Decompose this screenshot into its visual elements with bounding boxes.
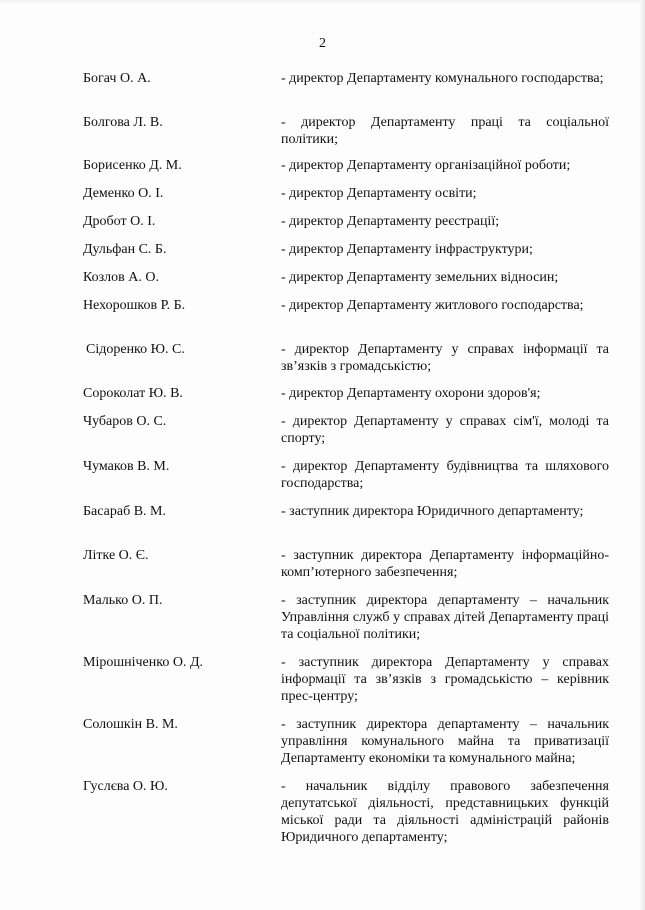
person-name: Солошкін В. М. bbox=[83, 717, 178, 732]
position-title: - директор Департаменту інфраструктури; bbox=[281, 242, 533, 257]
person-name: Борисенко Д. М. bbox=[83, 158, 182, 173]
scan-shadow-right bbox=[639, 0, 645, 910]
position-title: - начальник відділу правового забезпечення депутатської діяльності, представницьких функцій міської ради та діяльності адміністрацій районів Юридичного департаменту; bbox=[281, 779, 609, 845]
person-name: Дробот О. І. bbox=[83, 214, 156, 229]
person-name: Чумаков В. М. bbox=[83, 459, 170, 474]
position-title: - директор Департаменту будівництва та шляхового господарства; bbox=[281, 459, 609, 491]
person-name: Нехорошков Р. Б. bbox=[83, 298, 186, 313]
position-title: - директор Департаменту праці та соціальної політики; bbox=[281, 115, 609, 147]
position-title: - директор Департаменту житлового господарства; bbox=[281, 298, 584, 313]
position-title: - директор Департаменту земельних відносин; bbox=[281, 270, 559, 285]
position-title: - директор Департаменту організаційної роботи; bbox=[281, 158, 571, 173]
person-name: Богач О. А. bbox=[83, 71, 151, 86]
position-title: - заступник директора Департаменту у справах інформації та зв’язків з громадськістю – керівник прес-центру; bbox=[281, 655, 609, 704]
person-name: Козлов А. О. bbox=[83, 270, 159, 285]
scan-shadow-top bbox=[0, 0, 645, 4]
position-title: - директор Департаменту охорони здоров'я; bbox=[281, 386, 541, 401]
person-name: Мірошніченко О. Д. bbox=[83, 655, 203, 670]
page-number: 2 bbox=[319, 36, 326, 51]
position-title: - директор Департаменту у справах інформації та зв’язків з громадськістю; bbox=[281, 342, 609, 374]
position-title: - директор Департаменту реєстрації; bbox=[281, 214, 500, 229]
person-name: Малько О. П. bbox=[83, 593, 163, 608]
person-name: Чубаров О. С. bbox=[83, 414, 167, 429]
position-title: - заступник директора Юридичного департаменту; bbox=[281, 504, 584, 519]
position-title: - директор Департаменту у справах сім'ї, молоді та спорту; bbox=[281, 414, 609, 446]
position-title: - директор Департаменту комунального господарства; bbox=[281, 71, 604, 86]
person-name: Дульфан С. Б. bbox=[83, 242, 167, 257]
person-name: Басараб В. М. bbox=[83, 504, 166, 519]
person-name: Деменко О. І. bbox=[83, 186, 164, 201]
person-name: Літке О. Є. bbox=[83, 548, 149, 563]
position-title: - заступник директора департаменту – начальник управління комунального майна та приватизації Департаменту економіки та комунального майна; bbox=[281, 717, 609, 766]
position-title: - директор Департаменту освіти; bbox=[281, 186, 477, 201]
position-title: - заступник директора департаменту – начальник Управління служб у справах дітей Департаменту праці та соціальної політики; bbox=[281, 593, 609, 642]
position-title: - заступник директора Департаменту інформаційно-комп’ютерного забезпечення; bbox=[281, 548, 609, 580]
person-name: Болгова Л. В. bbox=[83, 115, 163, 130]
person-name: Гуслєва О. Ю. bbox=[83, 779, 168, 794]
person-name: Сороколат Ю. В. bbox=[83, 386, 183, 401]
person-name: Сідоренко Ю. С. bbox=[86, 342, 185, 357]
